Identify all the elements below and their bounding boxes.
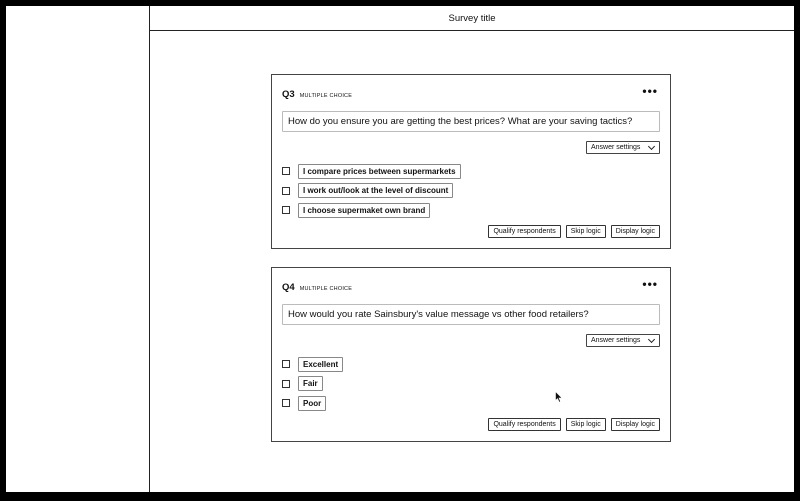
option-checkbox[interactable] — [282, 380, 290, 388]
more-options-icon[interactable]: ••• — [642, 84, 658, 98]
question-actions — [488, 225, 660, 238]
option-label[interactable]: I work out/look at the level of discount — [298, 183, 453, 198]
option-checkbox[interactable] — [282, 167, 290, 175]
left-sidebar — [6, 6, 150, 492]
display-logic-button[interactable]: Display logic — [611, 225, 660, 238]
chevron-down-icon — [648, 143, 655, 150]
question-type: MULTIPLE CHOICE — [299, 286, 353, 292]
question-text-input[interactable] — [282, 304, 660, 325]
survey-title[interactable]: Survey title — [448, 12, 496, 24]
question-type: MULTIPLE CHOICE — [299, 93, 353, 99]
question-text: How do you ensure you are getting the best prices? What are your saving tactics? — [288, 116, 633, 127]
question-header — [282, 282, 352, 293]
question-header — [282, 89, 352, 100]
question-number: Q4 — [282, 282, 295, 293]
question-card-q4[interactable] — [271, 267, 671, 442]
answer-option — [282, 163, 461, 179]
option-checkbox[interactable] — [282, 399, 290, 407]
qualify-respondents-button[interactable]: Qualify respondents — [488, 225, 560, 238]
chevron-down-icon — [648, 336, 655, 343]
answer-settings-dropdown[interactable] — [586, 334, 660, 347]
answer-settings-label: Answer settings — [591, 144, 641, 151]
answer-settings-dropdown[interactable] — [586, 141, 660, 154]
mouse-pointer-icon — [555, 391, 563, 403]
option-checkbox[interactable] — [282, 187, 290, 195]
question-actions — [488, 418, 660, 431]
skip-logic-button[interactable]: Skip logic — [566, 225, 606, 238]
qualify-respondents-button[interactable]: Qualify respondents — [488, 418, 560, 431]
answer-options — [282, 356, 343, 415]
answer-settings-label: Answer settings — [591, 337, 641, 344]
answer-options — [282, 163, 461, 222]
survey-title-bar — [150, 6, 794, 31]
question-text: How would you rate Sainsbury's value message vs other food retailers? — [288, 309, 589, 320]
answer-option — [282, 183, 461, 199]
question-text-input[interactable] — [282, 111, 660, 132]
option-label[interactable]: Poor — [298, 396, 326, 411]
more-options-icon[interactable]: ••• — [642, 277, 658, 291]
option-label[interactable]: Excellent — [298, 357, 343, 372]
answer-option — [282, 395, 343, 411]
answer-option — [282, 356, 343, 372]
option-checkbox[interactable] — [282, 360, 290, 368]
skip-logic-button[interactable]: Skip logic — [566, 418, 606, 431]
display-logic-button[interactable]: Display logic — [611, 418, 660, 431]
option-checkbox[interactable] — [282, 206, 290, 214]
question-card-q3[interactable] — [271, 74, 671, 249]
option-label[interactable]: Fair — [298, 376, 323, 391]
answer-option — [282, 376, 343, 392]
question-number: Q3 — [282, 89, 295, 100]
answer-option — [282, 202, 461, 218]
option-label[interactable]: I choose supermaket own brand — [298, 203, 430, 218]
option-label[interactable]: I compare prices between supermarkets — [298, 164, 461, 179]
